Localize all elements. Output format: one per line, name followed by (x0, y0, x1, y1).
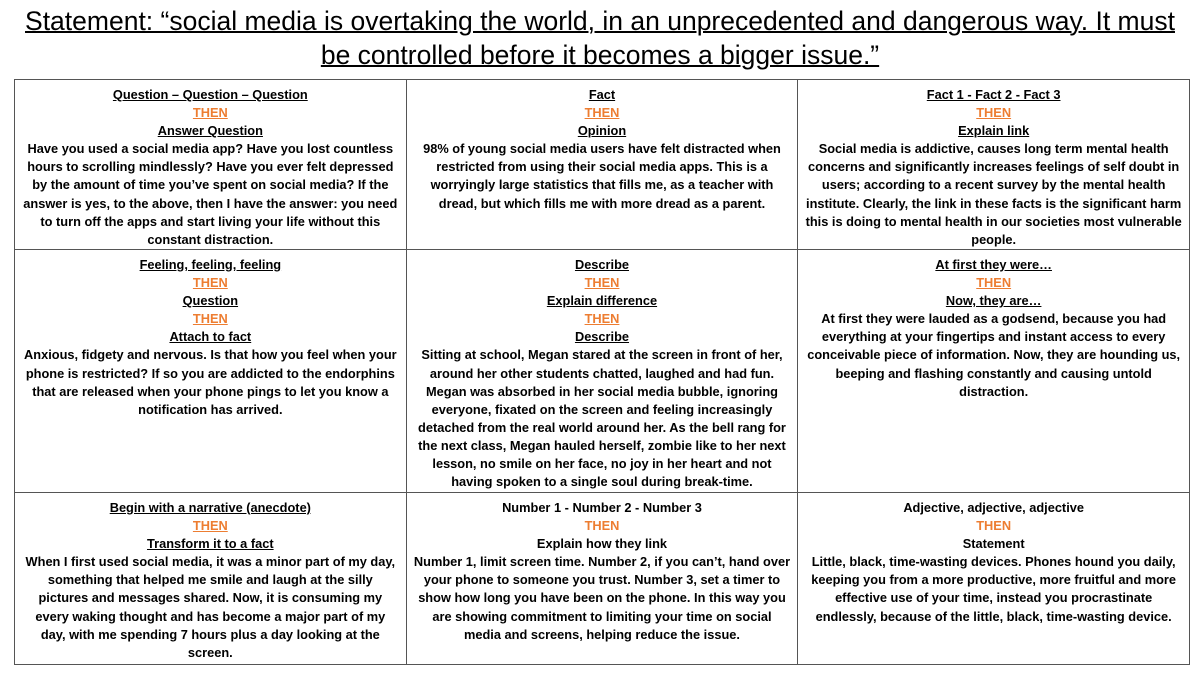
cell-heading: Fact 1 - Fact 2 - Fact 3 (926, 87, 1061, 102)
statement-line-2: be controlled before it becomes a bigger issue.” (320, 40, 880, 70)
grid-row-1 (15, 80, 1190, 250)
cell-fact-opinion (406, 80, 798, 250)
cell-number-number-number (406, 493, 798, 665)
then-label: THEN (192, 518, 228, 534)
cell-feeling-feeling-feeling (15, 250, 407, 493)
cell-subheading: Question (182, 293, 239, 309)
then-label: THEN (976, 105, 1012, 121)
cell-subheading: Opinion (577, 123, 627, 139)
cell-body: At first they were lauded as a godsend, because you had everything at your fingertips and instant access to every conceivable piece of information. Now, they are hounding us, beeping and flashing constantly and causing untold distraction. (807, 311, 1181, 399)
then-label: THEN (584, 275, 620, 291)
then-label: THEN (192, 311, 228, 327)
cell-subheading: Answer Question (157, 123, 263, 139)
grid-row-2 (15, 250, 1190, 493)
then-label: THEN (192, 105, 228, 121)
cell-subheading: Attach to fact (169, 329, 252, 345)
cell-narrative-fact (15, 493, 407, 665)
cell-at-first-now (798, 250, 1190, 493)
cell-heading: Feeling, feeling, feeling (139, 257, 282, 272)
cell-body: Anxious, fidgety and nervous. Is that how you feel when your phone is restricted? If so you are addicted to the endorphins that are released when your phone pings to let you know a notification has arrived. (24, 347, 397, 417)
grid-row-3 (15, 493, 1190, 665)
cell-body: Number 1, limit screen time. Number 2, if you can’t, hand over your phone to someone you trust. Number 3, set a timer to show how long you have been on the phone. In this way you are showing commitment to limiting your time on social media and screens, helping reduce the issue. (413, 554, 791, 642)
cell-heading: At first they were… (935, 257, 1052, 272)
then-label: THEN (976, 275, 1012, 291)
cell-describe-explain-describe (406, 250, 798, 493)
cell-subheading: Describe (574, 329, 630, 345)
cell-body: 98% of young social media users have felt distracted when restricted from using their social media apps. This is a worryingly large statistics that fills me, as a teacher with dread, but which fills me with more dread as a parent. (423, 141, 781, 211)
cell-subheading: Statement (962, 536, 1025, 552)
then-label: THEN (584, 311, 620, 327)
cell-body: Have you used a social media app? Have you lost countless hours to scrolling mindlessly? Have you ever felt depressed by the amount of time you’ve spent on social media? If the answer is yes, to the above, then I have the answer: you need to turn off the apps and start living your life without this constant distraction. (23, 141, 398, 247)
cell-adjective-statement (798, 493, 1190, 665)
then-label: THEN (584, 105, 620, 121)
cell-subheading: Explain how they link (536, 536, 668, 552)
cell-heading: Begin with a narrative (anecdote) (109, 500, 311, 515)
then-label: THEN (584, 518, 620, 534)
technique-grid (14, 79, 1190, 665)
cell-heading: Question – Question – Question (112, 87, 308, 102)
cell-heading: Number 1 - Number 2 - Number 3 (502, 500, 702, 515)
cell-subheading: Explain link (958, 123, 1030, 139)
statement-line-1: Statement: “social media is overtaking the world, in an unprecedented and dangerous way. It must (25, 6, 1175, 36)
cell-heading: Fact (588, 87, 616, 102)
then-label: THEN (976, 518, 1012, 534)
cell-subheading: Now, they are… (945, 293, 1042, 309)
cell-heading: Adjective, adjective, adjective (903, 500, 1084, 515)
cell-body: Sitting at school, Megan stared at the screen in front of her, around her other students chatted, laughed and had fun. Megan was absorbed in her social media bubble, ignoring everyone, fixated on the screen and feeling increasingly detached from the real world around her. As the bell rang for the next class, Megan hauled herself, zombie like to her next lesson, no smile on her face, no joy in her heart and not having spoken to a single soul during break-time. (418, 347, 786, 490)
cell-body: Little, black, time-wasting devices. Phones hound you daily, keeping you from a more productive, more fruitful and more effective use of your time, instead you procrastinate endlessly, because of the little, black, time-wasting device. (811, 554, 1177, 624)
statement-title (0, 4, 1200, 72)
cell-heading: Describe (574, 257, 630, 272)
cell-body: Social media is addictive, causes long term mental health concerns and significantly increases feelings of self doubt in users; according to a recent survey by the mental health institute. Clearly, the link in these facts is the significant harm this is doing to mental health in our societies most vulnerable people. (805, 141, 1182, 247)
cell-body: When I first used social media, it was a minor part of my day, something that helped me smile and laugh at the silly pictures and messages shared. Now, it is consuming my every waking thought and has become a major part of my day, with me spending 7 hours plus a day looking at the screen. (25, 554, 396, 660)
cell-question-question-question (15, 80, 407, 250)
then-label: THEN (192, 275, 228, 291)
cell-subheading: Transform it to a fact (147, 536, 274, 552)
cell-fact-fact-fact (798, 80, 1190, 250)
cell-subheading: Explain difference (546, 293, 658, 309)
